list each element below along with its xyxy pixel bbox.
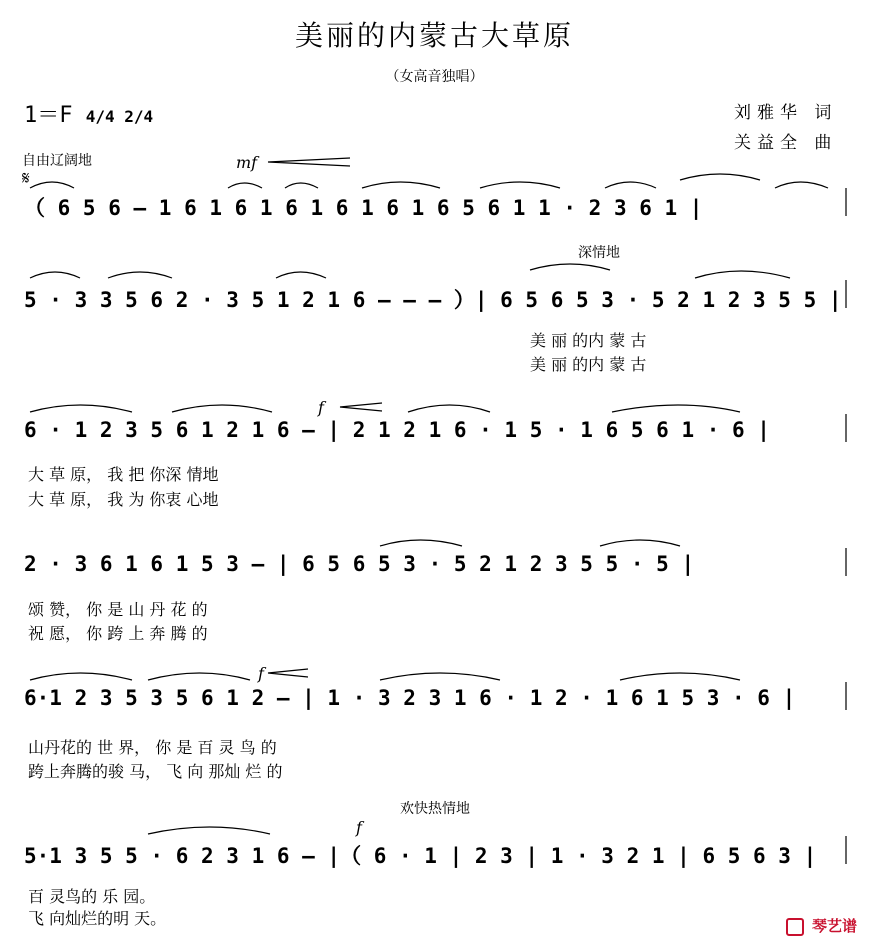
tempo-deep-marking: 深情地 [578,245,620,261]
crescendo-hairpin [268,158,350,166]
lyrics-line-4-verse-1: 颂 赞， 你 是 山 丹 花 的 [28,600,208,619]
score-subtitle: （女高音独唱） [385,69,484,85]
dynamic-f-line-5: f [258,664,264,683]
lyrics-line-6-verse-2: 飞 向灿烂的明 天。 [28,909,167,928]
notation-line-1: （ 6 5 6 — 1 6 1 6 1 6 1 6 1 6 1 6 5 6 1 1 · 2 3 6 1 | [24,196,703,220]
notation-line-4: 2 · 3 6 1 6 1 5 3 — | 6 5 6 5 3 · 5 2 1 2 3 5 5 · 5 | [24,552,695,576]
notation-line-3: 6 · 1 2 3 5 6 1 2 1 6 — | 2 1 2 1 6 · 1 5 · 1 6 5 6 1 · 6 | [24,418,770,442]
lyrics-line-3-verse-2: 大 草 原， 我 为 你衷 心地 [28,490,219,509]
lyrics-line-4-verse-2: 祝 愿， 你 跨 上 奔 腾 的 [28,624,208,643]
time-signature: 4/4 2/4 [85,107,154,126]
notation-line-5: 6·1 2 3 5 3 5 6 1 2 — | 1 · 3 2 3 1 6 · 1 2 · 1 6 1 5 3 · 6 | [24,686,796,710]
dynamic-mf: mf [236,153,258,172]
watermark-icon [786,918,804,936]
lyrics-line-2-verse-1: 美 丽 的内 蒙 古 [530,331,647,350]
crescendo-hairpin-line-3 [340,403,382,411]
lyrics-line-2-verse-2: 美 丽 的内 蒙 古 [530,355,647,374]
score-title: 美丽的内蒙古大草原 [294,19,574,52]
dynamic-f-line-3: f [318,398,324,417]
lyrics-line-5-verse-2: 跨上奔腾的骏 马， 飞 向 那灿 烂 的 [28,762,283,781]
watermark-brand: 琴艺谱 [811,917,857,935]
notation-line-6: 5·1 3 5 5 · 6 2 3 1 6 — |（ 6 · 1 | 2 3 | 1 · 3 2 1 | 6 5 6 3 | [24,844,817,868]
tempo-free-marking: 自由辽阔地 [22,153,92,169]
composer-credit: 关益全 曲 [734,133,838,153]
lyrics-line-5-verse-1: 山丹花的 世 界， 你 是 百 灵 鸟 的 [28,738,277,757]
lyricist-credit: 刘雅华 词 [734,103,838,123]
lyrics-line-6-verse-1: 百 灵鸟的 乐 园。 [28,887,156,906]
crescendo-hairpin-line-5 [268,669,308,677]
dynamic-f-line-6: f [356,818,362,837]
segno-sign: 𝄋 [22,168,30,189]
key-label: 1＝F [24,103,73,128]
lyrics-line-3-verse-1: 大 草 原， 我 把 你深 情地 [28,465,219,484]
tempo-lively-marking: 欢快热情地 [400,801,470,817]
watermark-logo [786,915,857,936]
notation-line-2: 5 · 3 3 5 6 2 · 3 5 1 2 1 6 — — — ）| 6 5 6 5 3 · 5 2 1 2 3 5 5 | [24,288,842,312]
